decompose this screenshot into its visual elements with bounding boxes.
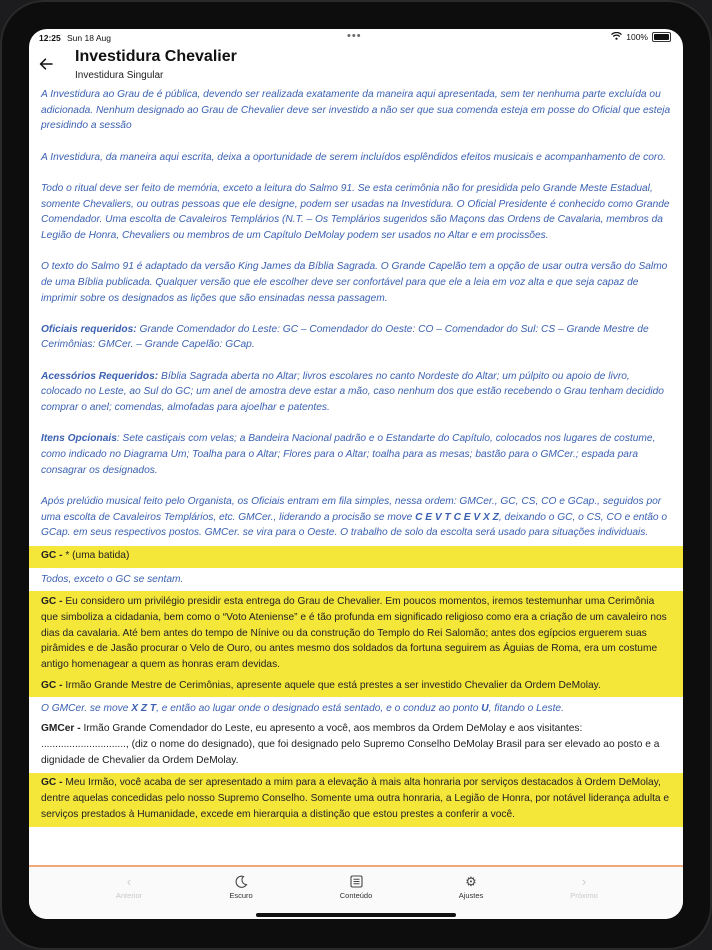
tab-next[interactable]: › Próximo (539, 873, 629, 900)
gear-icon: ⚙ (465, 874, 477, 889)
speech-gc-block: GC - Meu Irmão, você acaba de ser apresentado a mim para a elevação à mais alta honraria por serviços destacados à Ordem DeMolay, dentre aquelas concedidas pelo nosso Supremo Conselho. Somente uma outra honraria, a Legião de Honra, por notável liderança adulta e serviços prestados à Humanidade, excede em hierarquia a distinção que estou prestes a conferir a você. (29, 773, 683, 826)
instruction-paragraph: Todo o ritual deve ser feito de memória, exceto a leitura do Salmo 91. Se esta cerimônia não for presidida pelo Grande Meste Estadual, somente Chevaliers, ou outras pessoas que ele designe, podem ser usadas na Investidura. O Oficial Presidente é conhecido como Grande Comendador. Uma escolta de Cavaleiros Templários (N.T. – Os Templários sugeridos são Maçons das Ordens de Cavalaria, membros da Legião de Honra, Chevaliers ou membros de um Capítulo DeMolay podem ser usados no Altar e em procissões. (41, 182, 670, 241)
status-bar (29, 29, 683, 47)
stage-direction: Todos, exceto o GC se sentam. (41, 573, 184, 585)
speech-gmcer-block: GMCer - Irmão Grande Comendador do Leste, eu apresento a você, aos membros da Ordem DeMolay e aos visitantes: .............................., (diz o nome do designado), que foi designado pelo Supremo Conselho DeMolay Brasil para ser elevado ao posto e a dignidade de Chevalier da Ordem DeMolay. (41, 723, 660, 766)
tab-previous[interactable]: ‹ Anterior (84, 873, 174, 900)
chevron-right-icon: › (581, 874, 587, 889)
instruction-paragraph: A Investidura, da maneira aqui escrita, deixa a oportunidade de serem incluídos esplêndidos efeitos musicais e acompanhamento de coro. (41, 151, 666, 163)
optional-items-paragraph: Itens Opcionais: Sete castiçais com velas; a Bandeira Nacional padrão e o Estandarte do Capítulo, colocados nos lugares de costume, como indicado no Diagrama Um; Toalha para o Altar; Flores para o Altar; toalha para as mesas; bastão para o GMCer.; espada para consagrar os designados. (41, 433, 656, 476)
back-arrow-icon[interactable] (39, 57, 53, 75)
chevron-left-icon: ‹ (126, 874, 132, 889)
bottom-tab-bar (29, 865, 683, 919)
tab-contents[interactable]: Conteúdo (311, 873, 401, 900)
required-officers-paragraph: Oficiais requeridos: Grande Comendador do Leste: GC – Comendador do Oeste: CO – Comendador do Sul: CS – Grande Mestre de Cerimônias: GMCer. – Grande Capelão: GCap. (41, 323, 649, 351)
page-subtitle: Investidura Singular (75, 70, 164, 81)
battery-icon (652, 32, 671, 42)
instruction-paragraph: A Investidura ao Grau de é pública, devendo ser realizada exatamente da maneira aqui apresentada, sem ter nenhuma parte excluída ou adicionada. Nenhum designado ao Grau de Chevalier deve ser investido a não ser que sua comenda esteja em posse do Oficial que esteja presidindo a sessão (41, 89, 671, 132)
tab-dark-mode[interactable]: Escuro (196, 873, 286, 900)
required-accessories-paragraph: Acessórios Requeridos: Bíblia Sagrada aberta no Altar; livros escolares no canto Nordeste do Altar; um púlpito ou apoio de livro, colocado no Leste, ao Sul do GC; um anel de amostra deve estar a mão, caso nenhum dos que estão recebendo o Grau tenham decidido comprar o anel; comendas, almofadas para ajoelhar e patentes. (41, 370, 664, 414)
list-doc-icon (311, 873, 401, 891)
speech-gc-block: GC - Eu considero um privilégio presidir esta entrega do Grau de Chevalier. Em poucos momentos, iremos testemunhar uma Cerimônia que simboliza a cidadania, bem como o “Voto Ateniense” e é tão profunda em significado religioso como era a criação de um cavaleiro nos dias da cavalaria. Até bem antes do tempo de Nínive ou da construção do Templo do Rei Salomão; antes dos egípcios erguerem suas pirâmides e de Jasão procurar o Velo de Ouro, ou antes mesmo dos soldados da fortuna seguirem as Águias de Roma, era um costume antigo homenagear a quem as honras eram devidas. GC - Irmão Grande Mestre de Cerimônias, apresente aquele que está prestes a ser investido Chevalier da Ordem DeMolay. (29, 591, 683, 696)
home-indicator (256, 913, 456, 917)
procession-paragraph: Após prelúdio musical feito pelo Organista, os Oficiais entram em fila simples, nessa ordem: GMCer., GC, CS, CO e GCap., seguidos por uma escolta de Cavaleiros Templários, etc. GMCer., liderando a procisão se move C E V T C E V X Z, deixando o GC, o CS, CO e então o GCap. em seus respectivos postos. GMCer. se vira para o Oeste. O trabalho de solo da escolta será usado para situações individuais. (41, 495, 668, 539)
status-date: Sun 18 Aug (67, 33, 111, 43)
nav-header (29, 47, 683, 85)
instruction-paragraph: O texto do Salmo 91 é adaptado da versão King James da Bíblia Sagrada. O Grande Capelão tem a opção de usar outra versão do Salmo de uma Bíblia publicada. Qualquer versão que ele escolher deve ser confortável para que ele a leia em voz alta e que seja capaz de imprimir sobre os designados as lições que são ensinadas nessa passagem. (41, 261, 668, 304)
page-title: Investidura Chevalier (75, 48, 237, 65)
tab-settings[interactable]: ⚙ Ajustes (426, 873, 516, 900)
status-time: 12:25 (39, 33, 61, 43)
speech-gc-block: GC - * (uma batida) (29, 546, 683, 568)
battery-percent: 100% (626, 32, 648, 42)
moon-icon (196, 873, 286, 891)
app-screen (29, 29, 683, 919)
ritual-text-scroll[interactable] (29, 87, 683, 863)
wifi-icon (611, 32, 622, 42)
multitasking-dots-icon[interactable]: ••• (347, 30, 362, 42)
stage-direction: O GMCer. se move X Z T, e então ao lugar onde o designado está sentado, e o conduz ao ponto U, fitando o Leste. (41, 702, 564, 714)
